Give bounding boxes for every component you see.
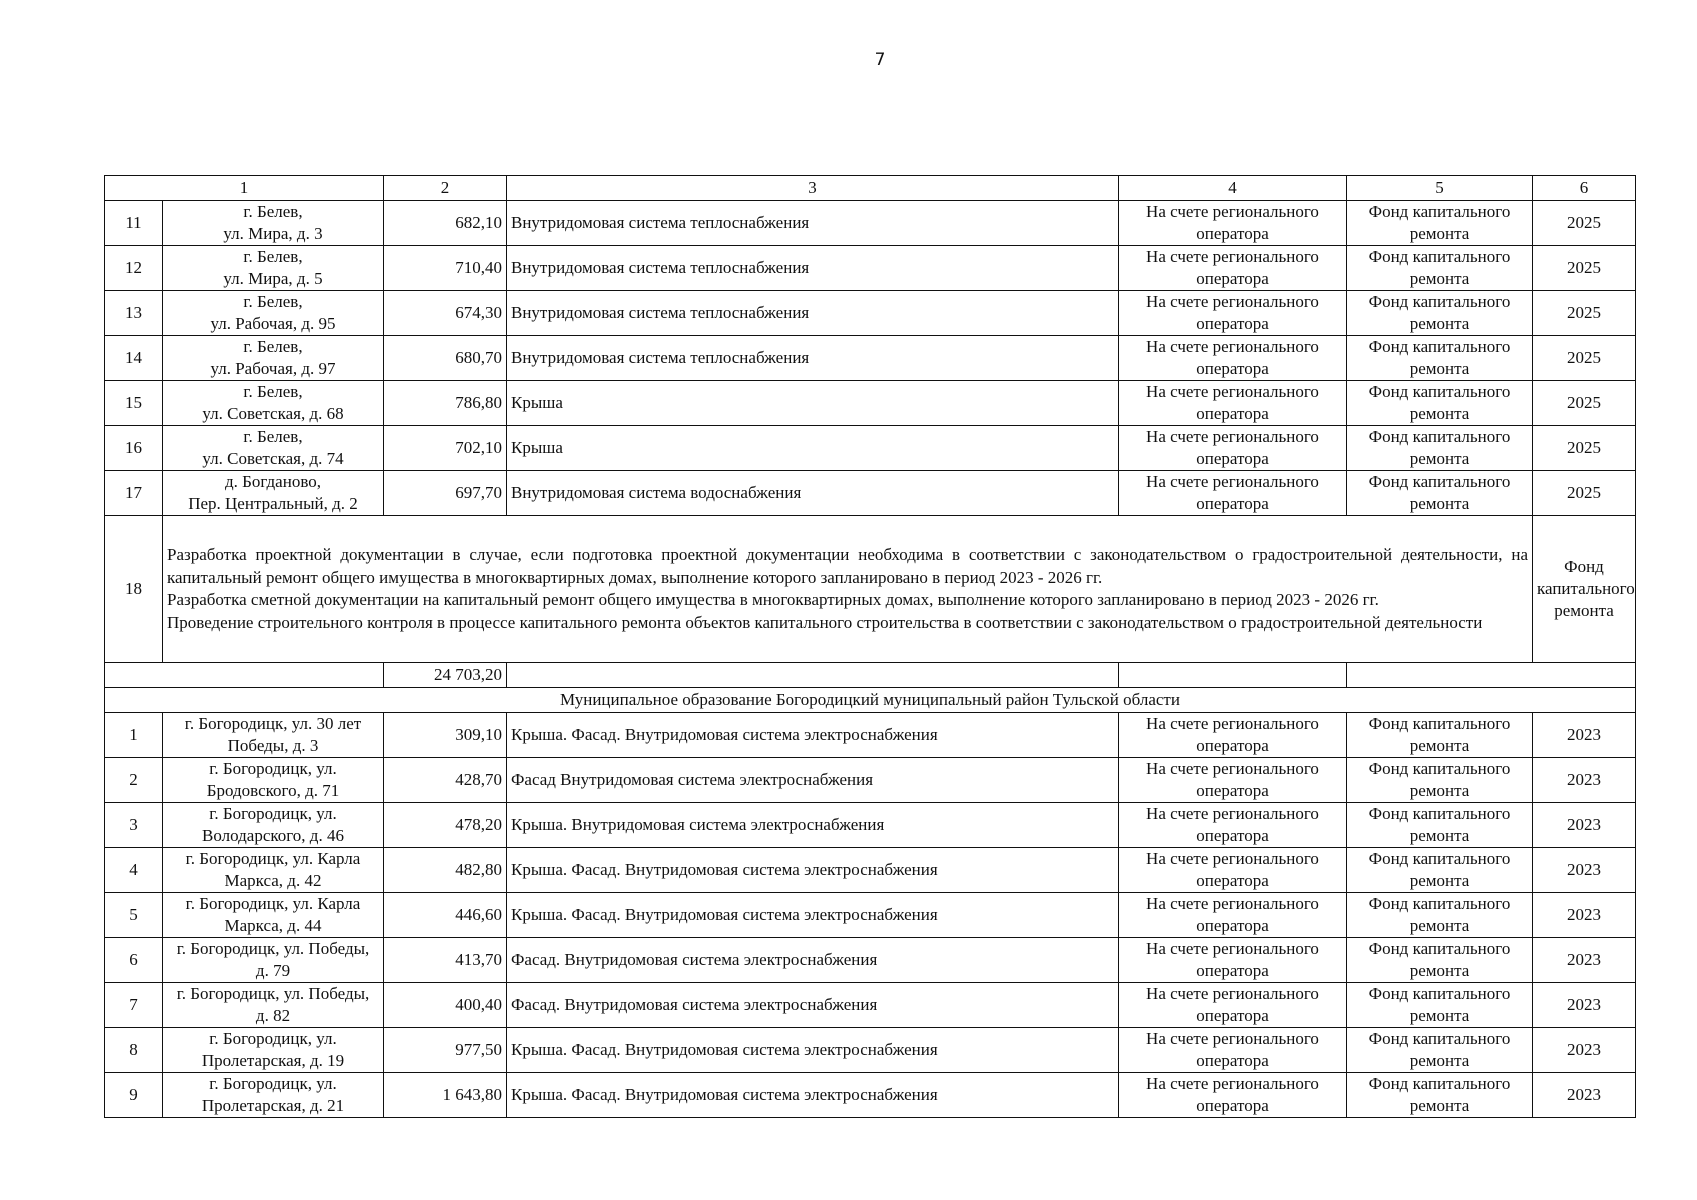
address-line-1: г. Белев, (243, 202, 303, 221)
address-cell (163, 336, 384, 381)
address-line-2: Пролетарская, д. 19 (201, 1051, 345, 1070)
year-cell: 2023 (1533, 713, 1636, 758)
address-cell (163, 848, 384, 893)
area-cell: 482,80 (384, 848, 507, 893)
table-row (105, 983, 1636, 1028)
address-line-1: г. Белев, (243, 427, 303, 446)
row-number: 8 (105, 1028, 163, 1073)
operator-cell (1119, 426, 1347, 471)
description-paragraph: Разработка проектной документации в случае, если подготовка проектной документации необходима в соответствии с законодательством о градостроительной деятельности, на капитальный ремонт общего имущества в многоквартирных домах, выполнение которого запланировано в период 2023 - 2026 гг. (167, 545, 1528, 587)
area-cell: 682,10 (384, 201, 507, 246)
fund-line-2: ремонта (1409, 494, 1470, 513)
fund-line-2: ремонта (1409, 826, 1470, 845)
fund-line-2: ремонта (1409, 916, 1470, 935)
work-type-cell: Внутридомовая система теплоснабжения (507, 201, 1119, 246)
work-type-cell: Крыша (507, 426, 1119, 471)
fund-line-1: Фонд капитального (1368, 382, 1511, 401)
area-cell: 1 643,80 (384, 1073, 507, 1118)
address-line-1: г. Богородицк, ул. Карла (185, 894, 361, 913)
operator-line-2: оператора (1196, 916, 1269, 935)
fund-line-1: Фонд капитального (1368, 804, 1511, 823)
address-cell (163, 381, 384, 426)
fund-line-2: ремонта (1409, 781, 1470, 800)
row-number: 16 (105, 426, 163, 471)
fund-line-1: Фонд капитального (1368, 427, 1511, 446)
fund-line-2: ремонта (1409, 224, 1470, 243)
operator-line-2: оператора (1196, 494, 1269, 513)
fund-cell (1347, 291, 1533, 336)
operator-line-1: На счете регионального (1146, 382, 1319, 401)
operator-line-2: оператора (1196, 961, 1269, 980)
operator-cell (1119, 803, 1347, 848)
operator-cell (1119, 336, 1347, 381)
operator-cell (1119, 713, 1347, 758)
address-line-1: г. Богородицк, ул. (209, 1029, 337, 1048)
address-line-1: г. Богородицк, ул. 30 лет (184, 714, 362, 733)
row-number: 4 (105, 848, 163, 893)
area-cell: 309,10 (384, 713, 507, 758)
table-row (105, 426, 1636, 471)
operator-line-2: оператора (1196, 404, 1269, 423)
header-cell: 5 (1347, 176, 1533, 201)
table-row (105, 201, 1636, 246)
year-cell: 2023 (1533, 848, 1636, 893)
capital-repair-table (104, 175, 1636, 1118)
address-line-2: Володарского, д. 46 (202, 826, 344, 845)
operator-line-2: оператора (1196, 1051, 1269, 1070)
row-number: 11 (105, 201, 163, 246)
header-cell: 3 (507, 176, 1119, 201)
fund-cell (1347, 713, 1533, 758)
empty-cell (507, 663, 1119, 688)
operator-line-1: На счете регионального (1146, 894, 1319, 913)
work-type-cell: Фасад Внутридомовая система электроснабжения (507, 758, 1119, 803)
fund-line-2: ремонта (1409, 1096, 1470, 1115)
table-row (105, 803, 1636, 848)
row-number: 2 (105, 758, 163, 803)
address-cell (163, 713, 384, 758)
work-type-cell: Крыша. Фасад. Внутридомовая система электроснабжения (507, 1028, 1119, 1073)
address-line-1: г. Белев, (243, 247, 303, 266)
operator-cell (1119, 471, 1347, 516)
address-line-2: д. 79 (255, 961, 291, 980)
fund-line-1: Фонд капитального (1368, 939, 1511, 958)
area-cell: 680,70 (384, 336, 507, 381)
table-row (105, 246, 1636, 291)
address-line-2: ул. Рабочая, д. 95 (210, 314, 336, 333)
fund-line-2: ремонта (1409, 269, 1470, 288)
operator-cell (1119, 246, 1347, 291)
address-line-2: Маркса, д. 42 (224, 871, 322, 890)
year-cell: 2025 (1533, 336, 1636, 381)
row-number: 12 (105, 246, 163, 291)
empty-cell (105, 663, 384, 688)
address-line-1: г. Богородицк, ул. Победы, (176, 939, 370, 958)
year-cell: 2025 (1533, 426, 1636, 471)
header-row (105, 176, 1636, 201)
address-line-1: д. Богданово, (225, 472, 321, 491)
year-cell: 2023 (1533, 983, 1636, 1028)
table-body (105, 176, 1636, 1118)
header-cell: 1 (105, 176, 384, 201)
address-line-1: г. Богородицк, ул. (209, 804, 337, 823)
section-title: Муниципальное образование Богородицкий муниципальный район Тульской области (105, 688, 1636, 713)
fund-line-2: ремонта (1409, 1006, 1470, 1025)
address-line-2: ул. Мира, д. 3 (223, 224, 323, 243)
year-cell: 2023 (1533, 1073, 1636, 1118)
operator-line-1: На счете регионального (1146, 849, 1319, 868)
row-number: 7 (105, 983, 163, 1028)
row-number: 9 (105, 1073, 163, 1118)
fund-cell (1347, 381, 1533, 426)
operator-line-1: На счете регионального (1146, 427, 1319, 446)
table-row (105, 893, 1636, 938)
address-cell (163, 1028, 384, 1073)
fund-line-1: Фонд капитального (1368, 759, 1511, 778)
fund-cell (1347, 1073, 1533, 1118)
description-paragraph: Разработка сметной документации на капитальный ремонт общего имущества в многоквартирных домах, выполнение которого запланировано в период 2023 - 2026 гг. (167, 590, 1379, 609)
work-type-cell: Внутридомовая система теплоснабжения (507, 291, 1119, 336)
fund-line-1: Фонд капитального (1368, 337, 1511, 356)
address-cell (163, 938, 384, 983)
address-cell (163, 893, 384, 938)
fund-line-1: Фонд капитального (1368, 984, 1511, 1003)
fund-cell (1347, 848, 1533, 893)
work-type-cell: Внутридомовая система теплоснабжения (507, 336, 1119, 381)
operator-line-2: оператора (1196, 359, 1269, 378)
address-line-2: ул. Советская, д. 74 (202, 449, 344, 468)
address-line-2: ул. Мира, д. 5 (223, 269, 323, 288)
empty-cell (1119, 663, 1347, 688)
operator-line-1: На счете регионального (1146, 202, 1319, 221)
fund-cell (1347, 471, 1533, 516)
operator-line-2: оператора (1196, 781, 1269, 800)
operator-line-1: На счете регионального (1146, 1074, 1319, 1093)
work-type-cell: Крыша. Фасад. Внутридомовая система электроснабжения (507, 893, 1119, 938)
work-type-cell: Крыша. Фасад. Внутридомовая система электроснабжения (507, 713, 1119, 758)
row-number: 6 (105, 938, 163, 983)
operator-cell (1119, 291, 1347, 336)
operator-cell (1119, 983, 1347, 1028)
row-number: 17 (105, 471, 163, 516)
address-cell (163, 471, 384, 516)
year-cell: 2023 (1533, 893, 1636, 938)
fund-line-1: Фонд капитального (1368, 1029, 1511, 1048)
fund-line-1: Фонд капитального (1368, 894, 1511, 913)
work-type-cell: Крыша. Внутридомовая система электроснабжения (507, 803, 1119, 848)
address-cell (163, 803, 384, 848)
address-line-2: Маркса, д. 44 (224, 916, 322, 935)
address-line-1: г. Белев, (243, 337, 303, 356)
fund-cell (1347, 758, 1533, 803)
area-cell: 697,70 (384, 471, 507, 516)
work-type-cell: Внутридомовая система водоснабжения (507, 471, 1119, 516)
operator-line-2: оператора (1196, 449, 1269, 468)
operator-line-2: оператора (1196, 871, 1269, 890)
operator-cell (1119, 848, 1347, 893)
fund-line-2: ремонта (1409, 871, 1470, 890)
operator-line-1: На счете регионального (1146, 1029, 1319, 1048)
year-cell: 2025 (1533, 381, 1636, 426)
address-line-2: Бродовского, д. 71 (206, 781, 340, 800)
table-row (105, 1073, 1636, 1118)
header-cell: 6 (1533, 176, 1636, 201)
operator-cell (1119, 938, 1347, 983)
address-line-2: Пролетарская, д. 21 (201, 1096, 345, 1115)
fund-line-2: ремонта (1409, 359, 1470, 378)
operator-line-2: оператора (1196, 1006, 1269, 1025)
header-cell: 2 (384, 176, 507, 201)
address-line-1: г. Белев, (243, 292, 303, 311)
work-type-cell: Крыша (507, 381, 1119, 426)
address-line-2: д. 82 (255, 1006, 291, 1025)
table-row-18 (105, 516, 1636, 663)
fund-cell (1347, 426, 1533, 471)
section-row (105, 688, 1636, 713)
year-cell: 2025 (1533, 471, 1636, 516)
area-cell: 413,70 (384, 938, 507, 983)
fund-line-2: ремонта (1409, 736, 1470, 755)
table-row (105, 758, 1636, 803)
description-cell (163, 516, 1533, 663)
fund-line-1: Фонд капитального (1368, 202, 1511, 221)
year-cell: 2023 (1533, 938, 1636, 983)
operator-line-2: оператора (1196, 314, 1269, 333)
address-line-1: г. Богородицк, ул. Победы, (176, 984, 370, 1003)
row-number: 14 (105, 336, 163, 381)
address-line-2: ул. Советская, д. 68 (202, 404, 344, 423)
header-cell: 4 (1119, 176, 1347, 201)
fund-cell (1347, 983, 1533, 1028)
address-line-2: Победы, д. 3 (227, 736, 319, 755)
fund-line-2: ремонта (1409, 314, 1470, 333)
area-cell: 428,70 (384, 758, 507, 803)
table-row (105, 291, 1636, 336)
fund-cell (1347, 803, 1533, 848)
operator-line-1: На счете регионального (1146, 247, 1319, 266)
fund-cell (1347, 893, 1533, 938)
address-cell (163, 758, 384, 803)
operator-line-1: На счете регионального (1146, 714, 1319, 733)
address-cell (163, 983, 384, 1028)
work-type-cell: Фасад. Внутридомовая система электроснабжения (507, 983, 1119, 1028)
work-type-cell: Крыша. Фасад. Внутридомовая система электроснабжения (507, 1073, 1119, 1118)
fund-cell (1347, 1028, 1533, 1073)
operator-cell (1119, 758, 1347, 803)
fund-line-1: Фонд капитального (1368, 247, 1511, 266)
address-line-1: г. Белев, (243, 382, 303, 401)
table-row (105, 336, 1636, 381)
page-number: 7 (874, 50, 886, 70)
year-cell: 2023 (1533, 803, 1636, 848)
table-row (105, 471, 1636, 516)
fund-cell (1347, 336, 1533, 381)
year-cell: 2023 (1533, 758, 1636, 803)
row-number: 3 (105, 803, 163, 848)
fund-line-1: Фонд капитального (1368, 849, 1511, 868)
table-row (105, 848, 1636, 893)
table-row (105, 381, 1636, 426)
area-cell: 786,80 (384, 381, 507, 426)
table-row (105, 713, 1636, 758)
area-cell: 977,50 (384, 1028, 507, 1073)
work-type-cell: Внутридомовая система теплоснабжения (507, 246, 1119, 291)
operator-cell (1119, 1028, 1347, 1073)
operator-line-2: оператора (1196, 224, 1269, 243)
operator-cell (1119, 201, 1347, 246)
fund-line-2: ремонта (1409, 404, 1470, 423)
operator-cell (1119, 1073, 1347, 1118)
operator-line-1: На счете регионального (1146, 804, 1319, 823)
row-number: 5 (105, 893, 163, 938)
area-cell: 400,40 (384, 983, 507, 1028)
total-area: 24 703,20 (384, 663, 507, 688)
fund-line-2: ремонта (1409, 961, 1470, 980)
address-cell (163, 246, 384, 291)
table-row (105, 938, 1636, 983)
work-type-cell: Крыша. Фасад. Внутридомовая система электроснабжения (507, 848, 1119, 893)
operator-line-1: На счете регионального (1146, 337, 1319, 356)
operator-line-2: оператора (1196, 1096, 1269, 1115)
fund-line-1: Фонд капитального (1368, 472, 1511, 491)
fund-cell (1347, 938, 1533, 983)
address-line-2: Пер. Центральный, д. 2 (188, 494, 358, 513)
address-cell (163, 291, 384, 336)
operator-line-1: На счете регионального (1146, 292, 1319, 311)
fund-cell: Фонд капитального ремонта (1533, 516, 1636, 663)
operator-cell (1119, 381, 1347, 426)
operator-line-2: оператора (1196, 826, 1269, 845)
empty-cell (1347, 663, 1636, 688)
operator-line-2: оператора (1196, 736, 1269, 755)
year-cell: 2025 (1533, 246, 1636, 291)
row-number: 1 (105, 713, 163, 758)
address-line-1: г. Богородицк, ул. (209, 1074, 337, 1093)
fund-line-2: ремонта (1409, 449, 1470, 468)
operator-line-1: На счете регионального (1146, 759, 1319, 778)
table-row (105, 1028, 1636, 1073)
row-number: 18 (105, 516, 163, 663)
fund-line-2: ремонта (1409, 1051, 1470, 1070)
address-line-2: ул. Рабочая, д. 97 (210, 359, 336, 378)
row-number: 13 (105, 291, 163, 336)
year-cell: 2025 (1533, 201, 1636, 246)
area-cell: 478,20 (384, 803, 507, 848)
operator-line-2: оператора (1196, 269, 1269, 288)
area-cell: 674,30 (384, 291, 507, 336)
fund-line-1: Фонд капитального (1368, 714, 1511, 733)
address-cell (163, 426, 384, 471)
fund-line-1: Фонд капитального (1368, 292, 1511, 311)
operator-cell (1119, 893, 1347, 938)
address-line-1: г. Богородицк, ул. Карла (185, 849, 361, 868)
description-paragraph: Проведение строительного контроля в процессе капитального ремонта объектов капитального строительства в соответствии с законодательством о градостроительной деятельности (167, 612, 1483, 632)
address-cell (163, 201, 384, 246)
fund-cell (1347, 246, 1533, 291)
area-cell: 446,60 (384, 893, 507, 938)
fund-cell (1347, 201, 1533, 246)
address-line-1: г. Богородицк, ул. (209, 759, 337, 778)
total-row (105, 663, 1636, 688)
year-cell: 2023 (1533, 1028, 1636, 1073)
year-cell: 2025 (1533, 291, 1636, 336)
row-number: 15 (105, 381, 163, 426)
work-type-cell: Фасад. Внутридомовая система электроснабжения (507, 938, 1119, 983)
fund-line-1: Фонд капитального (1368, 1074, 1511, 1093)
operator-line-1: На счете регионального (1146, 984, 1319, 1003)
area-cell: 710,40 (384, 246, 507, 291)
operator-line-1: На счете регионального (1146, 472, 1319, 491)
address-cell (163, 1073, 384, 1118)
operator-line-1: На счете регионального (1146, 939, 1319, 958)
area-cell: 702,10 (384, 426, 507, 471)
